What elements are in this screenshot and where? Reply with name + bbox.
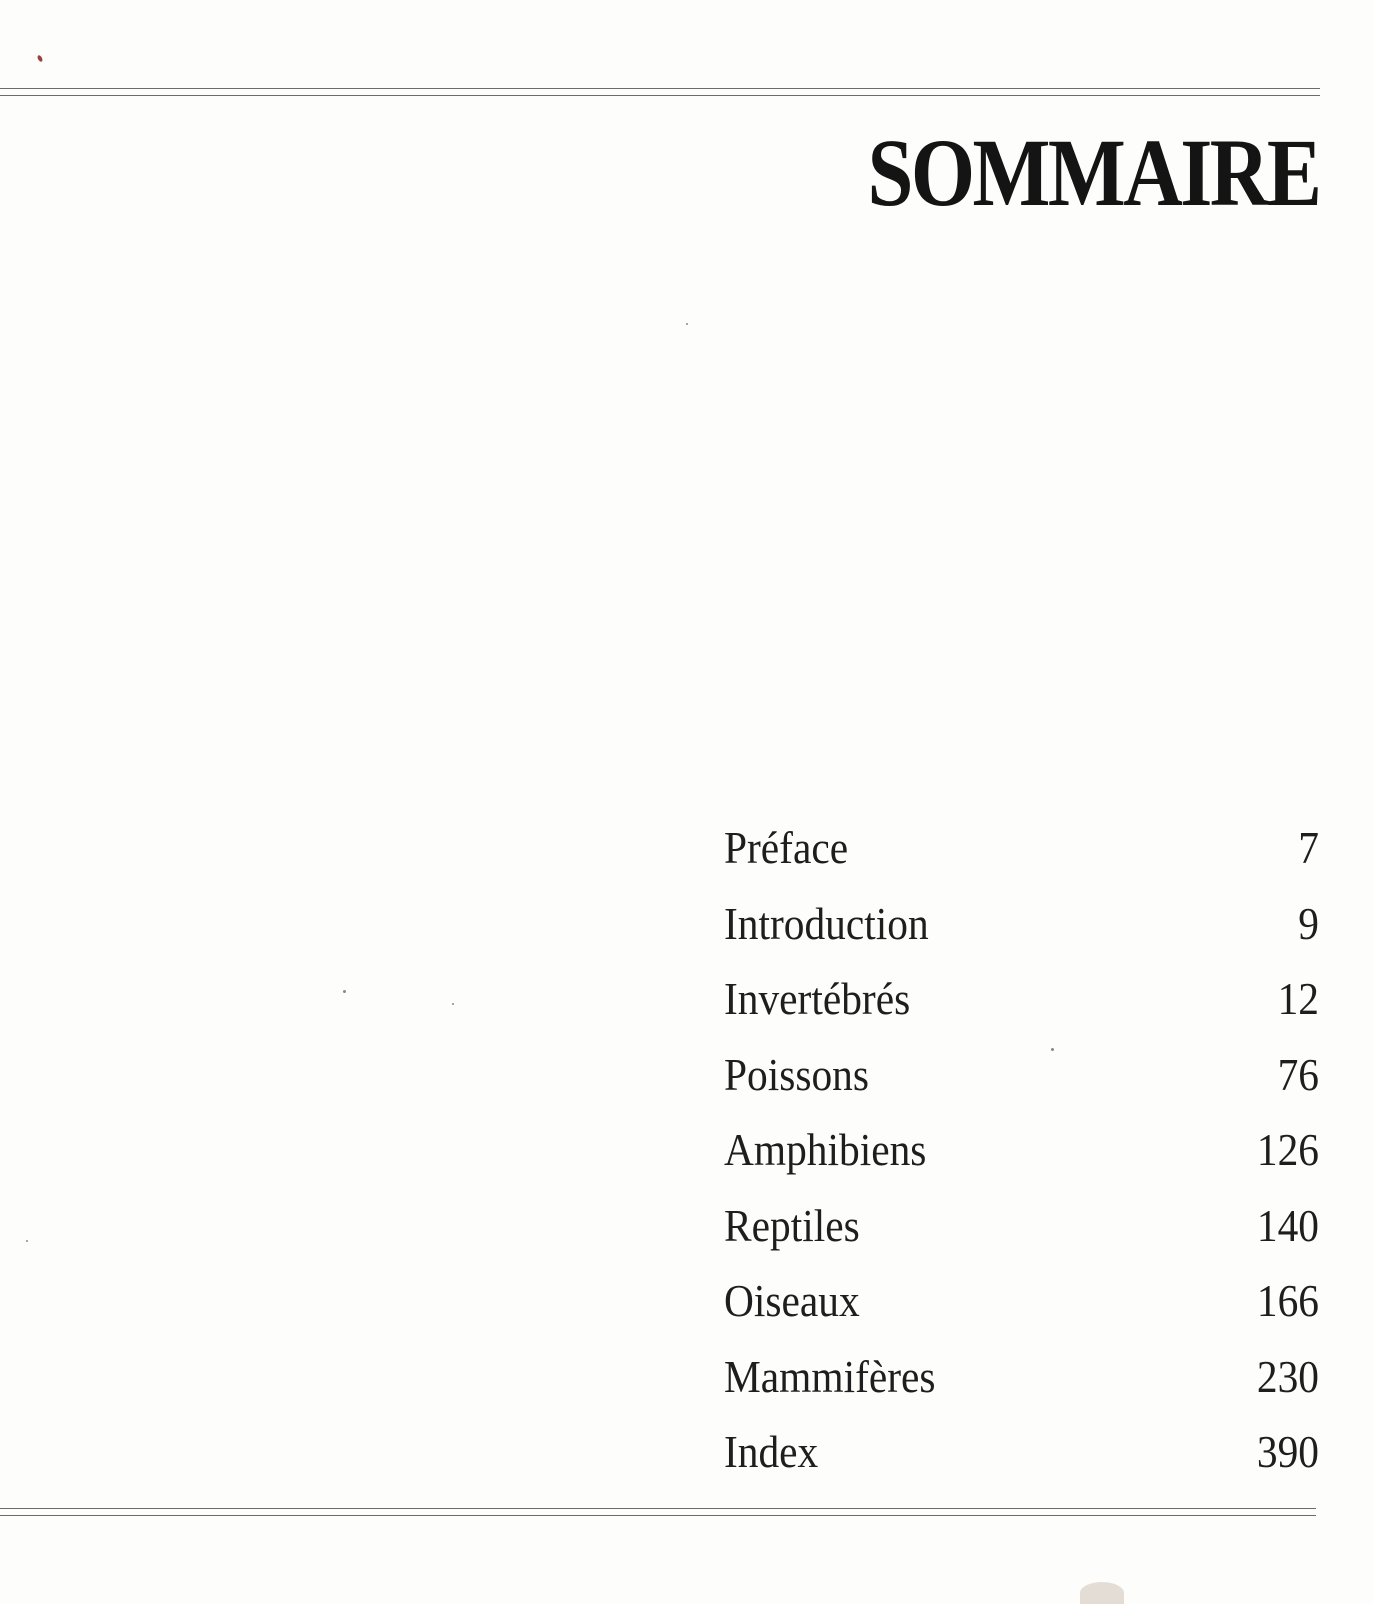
table-of-contents xyxy=(724,818,1319,1498)
toc-label: Oiseaux xyxy=(724,1275,860,1326)
toc-entry-oiseaux xyxy=(724,1271,1319,1347)
toc-label: Introduction xyxy=(724,897,929,949)
toc-page-number: 166 xyxy=(1256,1275,1319,1326)
toc-label: Reptiles xyxy=(724,1199,860,1251)
paper-speck xyxy=(343,990,346,993)
toc-label: Préface xyxy=(724,822,849,873)
toc-page-number: 12 xyxy=(1277,973,1319,1024)
toc-page-number: 9 xyxy=(1298,897,1319,949)
toc-entry-preface xyxy=(724,818,1319,894)
top-double-rule xyxy=(0,88,1320,96)
toc-label: Amphibiens xyxy=(724,1124,927,1175)
toc-entry-index xyxy=(724,1422,1319,1498)
toc-label: Poissons xyxy=(724,1048,869,1100)
toc-entry-amphibiens xyxy=(724,1120,1319,1196)
toc-page-number: 76 xyxy=(1277,1048,1319,1100)
paper-speck xyxy=(1051,1048,1054,1051)
toc-label: Invertébrés xyxy=(724,973,911,1024)
toc-entry-invertebres xyxy=(724,969,1319,1045)
toc-page-number: 390 xyxy=(1256,1426,1319,1477)
toc-page-number: 7 xyxy=(1298,822,1319,873)
paper-speck xyxy=(26,1240,28,1242)
paper-speck xyxy=(37,54,44,62)
paper-speck xyxy=(686,323,688,325)
page-title: SOMMAIRE xyxy=(867,119,1319,226)
paper-speck xyxy=(452,1003,454,1005)
toc-label: Index xyxy=(724,1426,819,1477)
toc-entry-poissons xyxy=(724,1045,1319,1121)
paper-stain xyxy=(1080,1582,1124,1604)
toc-label: Mammifères xyxy=(724,1350,936,1402)
toc-page-number: 126 xyxy=(1256,1124,1319,1175)
toc-page-number: 140 xyxy=(1256,1199,1319,1251)
bottom-double-rule xyxy=(0,1508,1316,1516)
toc-entry-mammiferes xyxy=(724,1347,1319,1423)
toc-entry-reptiles xyxy=(724,1196,1319,1272)
toc-page-number: 230 xyxy=(1256,1350,1319,1402)
toc-entry-introduction xyxy=(724,894,1319,970)
